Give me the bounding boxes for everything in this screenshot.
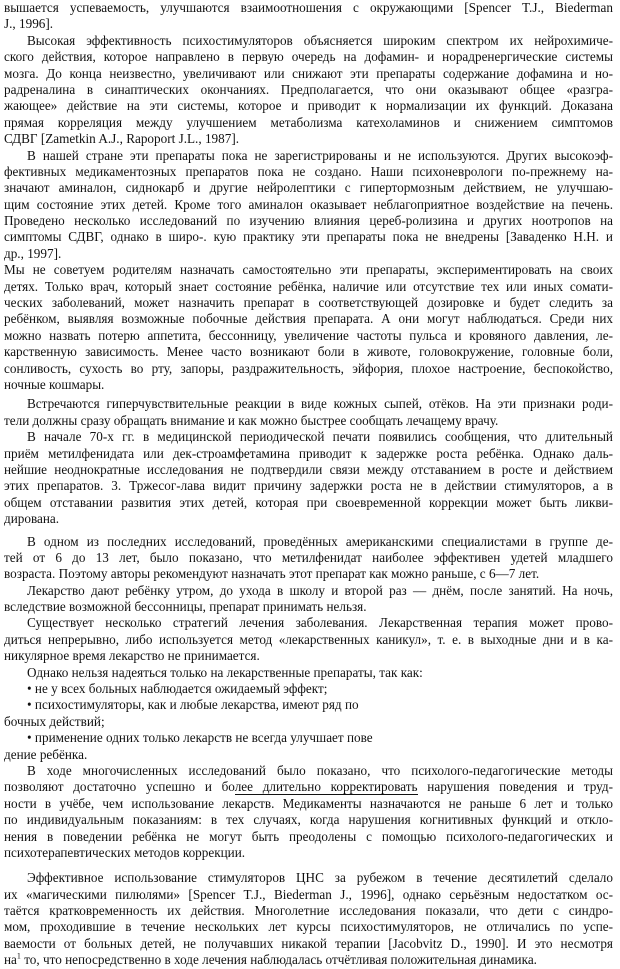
text-line: мом, проходившие в течение нескольких лет курсы психостимуляторов, не отличались по успе- [4,919,613,935]
text-line: тей от 6 до 13 лет, было показано, что метилфенидат наиболее эффективен удетей младшего [4,549,613,565]
text-line: др., 1997]. [4,245,62,261]
paragraph [4,534,613,583]
text-line: их «магическими пилюлями» [Spencer T.J., Biederman J., 1996], однако серьёзным недостатком ос- [4,886,613,902]
text-line: прямая корреляция между улучшением метаболизма катехоламинов и снижением симптомов [4,114,613,130]
text-line: ребёнком, выявляя возможные побочные действия препарата. А они могут наблюдаться. Среди них [4,311,613,327]
text-line: В одном из последних исследований, проведённых американскими специалистами в группе де- [27,533,613,549]
text-line: Встречаются гиперчувствительные реакции в виде кожных сыпей, отёков. На эти признаки роди- [27,396,613,412]
list-item-continuation: дение ребёнка. [4,746,88,762]
text-line: ского действия, которое направлено в первую очередь на дофамин- и норадренергические системы [4,49,613,65]
text-line: сонливость, сухость во рту, запоры, раздражительность, эйфория, плохое настроение, беспокойство, [4,360,613,376]
text-line: СДВГ [Zametkin A.J., Rapoport J.L., 1987]. [4,131,240,147]
paragraph [4,396,613,429]
text-line: этих препаратов. 3. Тржесог-лава видит причину задержки роста не в действии стимуляторов, а в [4,478,613,494]
text-line: приём метилфенидата или дек-строамфетамина приводит к задержке роста ребёнка. Однако даль- [4,445,613,461]
text-line: дирована. [4,511,60,527]
text-line: диться непрерывно, либо используется метод «лекарственных каникул», т. е. в выходные дни и в ка- [4,631,613,647]
footnote-mark: 1 [16,952,21,961]
text-line: В ходе многочисленных исследований было показано, что психолого-педагогические методы [27,762,613,778]
text-line: возраста. Поэтому авторы рекомендуют назначать этот препарат как можно раньше, с 6—7 лет. [4,566,540,582]
text-line: детях. Только врач, который знает состояние ребёнка, наличие или отсутствие тех или иных сомати- [4,278,613,294]
paragraph [4,33,613,148]
bullet-list [4,665,613,763]
last-text-line [4,952,613,968]
text-line: Проведено несколько исследований по изучению влияния цереб-ролизина и других ноотропов на [4,213,613,229]
text-line: вследствие возможной бессонницы, препарат принимать нельзя. [4,599,367,615]
text-line: таётся кратковременность их действия. Многолетние исследования показали, что дети с синдро- [4,903,613,919]
text-line: позволяют достаточно успешно и более длительно корректировать нарушения поведения и труд- [4,779,613,795]
text-line: фективных медикаментозных препаратов пока не создано. Наши психоневрологи по-прежнему на- [4,163,613,179]
text-line: психотерапевтических методов коррекции. [4,844,246,860]
text-line: значают аминалон, сиднокарб и другие нейролептики с гипертормозным действием, не улучшаю- [4,180,613,196]
list-item: • психостимуляторы, как и любые лекарства, имеют ряд по [27,697,359,713]
text-line: В начале 70-х гг. в медицинской периодической печати появились сообщения, что длительный [27,429,613,445]
paragraph [4,0,613,33]
text-line: нения в поведении ребёнка не могут быть преодолены с помощью психолого-педагогических и [4,828,613,844]
paragraph [4,615,613,664]
footnote-line-start: $на^1$ то, что непосредственно в ходе лечения наблюдалась отчётливая положительная динамика. [4,952,537,968]
text-line: тели должны сразу обращать внимание и как можно быстрее сообщать лечащему врачу. [4,412,499,428]
text-line: J., 1996]. [4,16,54,32]
text-line: щим состояние этих детей. Кроме того аминалон оказывает неблагоприятное воздействие на печень. [4,196,613,212]
text-line: Лекарство дают ребёнку утром, до ухода в школу и второй раз — днём, после занятий. На ночь, [27,582,613,598]
text-line: мозга. До конца неизвестно, увеличивают или снижают эти препараты содержание дофамина и но- [4,65,613,81]
text-line: по индивидуальным показаниям: в тех случаях, когда нарушения когнитивных функций и откло- [4,812,613,828]
text-line: нейшие неоднократные исследования не подтвердили связи между отставанием в росте и действием [4,461,613,477]
text-line: Мы не советуем родителям назначать самостоятельно эти препараты, экспериментировать на своих [4,262,613,278]
list-intro: Однако нельзя надеяться только на лекарственные препараты, так как: [27,664,423,680]
text-line: вышается успеваемость, улучшаются взаимоотношения с окружающими [Spencer T.J., Biederman [4,0,613,15]
text-line: ночные кошмары. [4,376,105,392]
text-line: В нашей стране эти препараты пока не зарегистрированы и не используются. Других высокоэф- [27,147,613,163]
text-line: симптомы СДВГ, однако в широ-. кую практику эти препараты пока не внедрены [Заваденко Н.Н. и [4,229,613,245]
underlined-phrase: лее длительно корректировать [234,779,418,795]
text-line: жающее» действие на эти системы, которое и приводит к нормализации их функций. Доказана [4,98,613,114]
paragraph [4,583,613,616]
text-line: общем отставании развития этих детей, которая при своевременной коррекции может быть ликви- [4,494,613,510]
list-item: • применение одних только лекарств не всегда улучшает пове [27,730,373,746]
text-line: радреналина в синаптических окончаниях. Предполагается, что они оказывают общее «разгра- [4,81,613,97]
paragraph [4,870,613,968]
paragraph [4,148,613,263]
paragraph [4,763,613,861]
list-item-continuation: бочных действий; [4,713,105,729]
text-line: ческих заболеваний, может назначить препарат в соответствующей дозировке и будет следить за [4,295,613,311]
text-line: ности в учёбе, чем использование лекарств. Медикаменты назначаются не раньше 6 лет и только [4,795,613,811]
paragraph [4,262,613,393]
text-line: Эффективное использование стимуляторов ЦНС за рубежом в течение десятилетий сделало [27,870,613,886]
text-line: Высокая эффективность психостимуляторов объясняется широким спектром их нейрохимиче- [27,32,613,48]
text-line: можно назвать потерю аппетита, бессонницу, увеличение частоты пульса и кровяного давления, ле- [4,327,613,343]
paragraph [4,429,613,527]
text-line: ваемости от больных детей, не получавших никакой терапии [Jacobvitz D., 1990]. И это несмотря [4,935,613,951]
list-item: • не у всех больных наблюдается ожидаемый эффект; [27,681,328,697]
text-line: никулярное время лекарство не принимается. [4,648,260,664]
text-line: Существует несколько стратегий лечения заболевания. Лекарственная терапия может прово- [27,615,613,631]
text-line: карственную зависимость. Менее часто возникают боли в животе, головокружение, головные боли, [4,344,613,360]
